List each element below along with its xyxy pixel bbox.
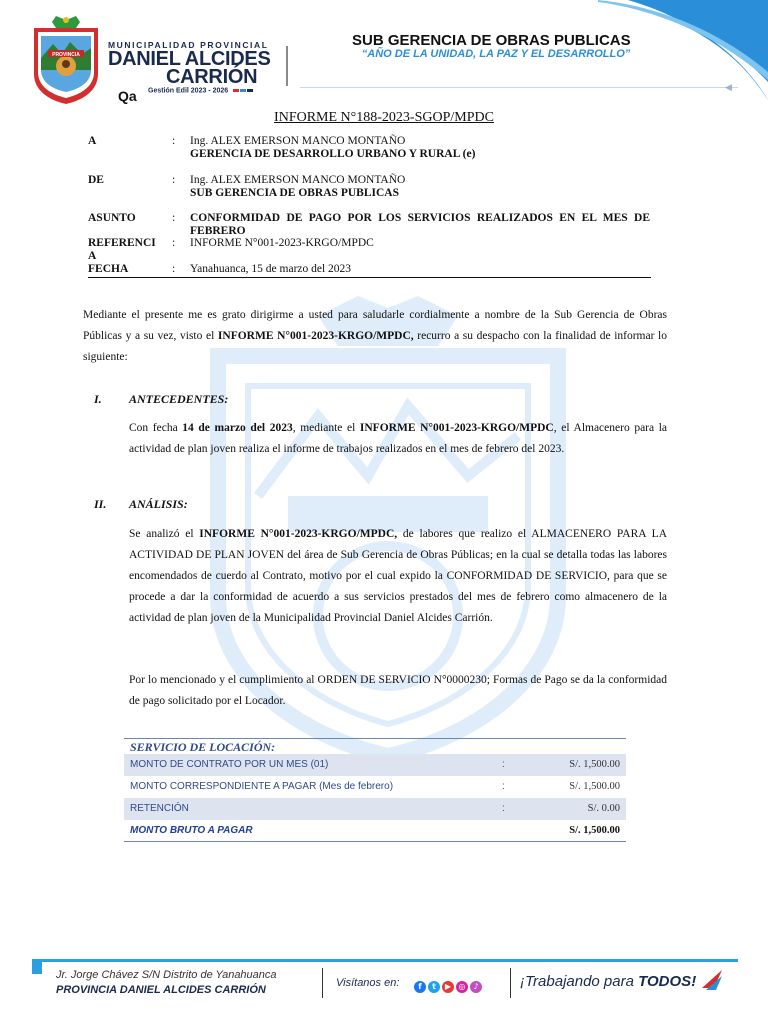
field-a-label: A <box>88 135 97 147</box>
section1-paragraph <box>129 418 667 460</box>
youtube-icon[interactable]: ▶ <box>442 981 454 993</box>
row-label: MONTO DE CONTRATO POR UN MES (01) <box>130 759 329 770</box>
slogan-emphasis: TODOS! <box>638 973 697 990</box>
footer-divider <box>322 968 323 998</box>
field-fecha-value: Yanahuanca, 15 de marzo del 2023 <box>190 263 352 275</box>
table-heading: SERVICIO DE LOCACIÓN: <box>130 740 276 754</box>
section1-date: 14 de marzo del 2023 <box>182 422 293 434</box>
section1-reference: INFORME N°001-2023-KRGO/MPDC <box>359 422 554 434</box>
field-referencia-label-b: A <box>88 250 97 262</box>
municipality-line3: CARRIÓN <box>166 66 258 88</box>
footer-bar-tab <box>32 962 42 974</box>
footer-slogan <box>520 973 696 990</box>
field-a-value <box>190 135 650 161</box>
row-colon: : <box>502 759 505 770</box>
section1-text-5: , el Almacenero para la actividad de plan joven realiza el informe de trabajos realizados en el mes de febrero del 2023. <box>129 422 668 455</box>
row-label: RETENCIÓN <box>130 803 189 814</box>
facebook-icon[interactable]: f <box>414 981 426 993</box>
section2-text-1: Se analizó el <box>129 528 200 540</box>
field-asunto-colon: : <box>172 212 176 224</box>
field-referencia-label <box>88 237 160 263</box>
section2-conclusion: Por lo mencionado y el cumplimiento al ORDEN DE SERVICIO N°0000230; Formas de Pago se da la conformidad de pago solicitado por el Locador. <box>129 674 667 707</box>
report-title: INFORME N°188-2023-SGOP/MPDC <box>274 110 494 125</box>
color-bars-decoration <box>233 87 254 94</box>
field-a-colon: : <box>172 135 176 147</box>
payment-table <box>124 738 626 842</box>
field-fecha-label: FECHA <box>88 263 129 275</box>
section1-number: I. <box>94 392 102 406</box>
header-divider <box>286 46 288 86</box>
field-fecha-colon: : <box>172 263 176 275</box>
municipal-shield-logo <box>28 14 104 106</box>
field-a-office: GERENCIA DE DESARROLLO URBANO Y RURAL (e) <box>190 148 476 160</box>
intro-paragraph <box>83 305 667 368</box>
field-de-label: DE <box>88 174 104 186</box>
field-referencia-value: INFORME N°001-2023-KRGO/MPDC <box>190 237 374 249</box>
field-referencia-label-a: REFERENCI <box>88 237 156 249</box>
table-heading-row <box>124 738 626 754</box>
table-total-row <box>124 820 626 842</box>
gestion-edil-text: Gestión Edil 2023 - 2026 <box>148 87 229 95</box>
tiktok-icon[interactable]: ♪ <box>470 981 482 993</box>
municipality-name-block <box>108 40 270 94</box>
field-de-value <box>190 174 650 200</box>
field-de-name: Ing. ALEX EMERSON MANCO MONTAÑO <box>190 174 406 186</box>
social-icons <box>414 976 484 994</box>
instagram-icon[interactable]: ◎ <box>456 981 468 993</box>
footer-address: Jr. Jorge Chávez S/N Distrito de Yanahuanca <box>56 969 277 981</box>
section1-heading: ANTECEDENTES: <box>129 392 229 406</box>
header-triangle-icon: ◀ <box>725 83 732 93</box>
total-value: S/. 1,500.00 <box>569 825 620 836</box>
field-asunto-label: ASUNTO <box>88 212 136 224</box>
row-label: MONTO CORRESPONDIENTE A PAGAR (Mes de febrero) <box>130 781 394 792</box>
office-title: SUB GERENCIA DE OBRAS PUBLICAS <box>352 32 631 49</box>
logo-banner-text: PROVINCIA <box>52 52 80 58</box>
intro-text-a: Mediante el presente me es grato dirigirme a usted para saludarle cordialmente a nombre de la Sub Gerencia de Obras Públicas y a su vez, visto el <box>83 309 667 342</box>
section1-text-1: Con fecha <box>129 422 183 434</box>
swoosh-icon <box>700 968 724 992</box>
footer-divider <box>510 968 511 998</box>
row-colon: : <box>502 781 505 792</box>
row-value: S/. 1,500.00 <box>569 781 620 792</box>
field-referencia-colon: : <box>172 237 176 249</box>
section2-text-3: de labores que realizo el ALMACENERO PARA LA ACTIVIDAD DE PLAN JOVEN del área de Sub Gerencia de Obras Públicas; en la cual se detalla todas las labores encomendados de cuerdo al Contrato, motivo por el cual expido la CONFORMIDAD DE SERVICIO, para que se procede a dar la conformidad de acuerdo a sus servicios prestados del mes de febrero como almacenero de la actividad de plan joven de la Municipalidad Provincial Daniel Alcides Carrión. <box>129 528 667 624</box>
field-de-colon: : <box>172 174 176 186</box>
footer-bar <box>32 959 738 962</box>
year-motto: “AÑO DE LA UNIDAD, LA PAZ Y EL DESARROLLO” <box>361 48 631 60</box>
qa-mark: Qa <box>118 88 137 104</box>
field-de-office: SUB GERENCIA DE OBRAS PUBLICAS <box>190 187 399 199</box>
total-label: MONTO BRUTO A PAGAR <box>130 825 253 836</box>
table-row <box>124 798 626 820</box>
header-rule <box>300 87 738 88</box>
section2-paragraph <box>129 524 667 629</box>
footer-province: PROVINCIA DANIEL ALCIDES CARRIÓN <box>56 984 266 996</box>
section1-text-3: , mediante el <box>292 422 360 434</box>
footer-visit-label: Visítanos en: <box>336 977 400 989</box>
field-asunto-value: CONFORMIDAD DE PAGO POR LOS SERVICIOS REALIZADOS EN EL MES DE FEBRERO <box>190 212 650 237</box>
intro-text-c: recurro a su despacho con la finalidad de informar lo siguiente: <box>83 330 667 363</box>
section2-reference: INFORME N°001-2023-KRGO/MPDC, <box>199 528 398 540</box>
row-value: S/. 1,500.00 <box>569 759 620 770</box>
row-colon: : <box>502 803 505 814</box>
municipality-line1: MUNICIPALIDAD PROVINCIAL <box>108 40 269 50</box>
header-bottom-rule <box>88 277 651 278</box>
table-row <box>124 754 626 776</box>
twitter-icon[interactable]: t <box>428 981 440 993</box>
municipality-line2: DANIEL ALCIDES <box>108 48 271 70</box>
intro-reference: INFORME N°001-2023-KRGO/MPDC, <box>217 330 414 342</box>
field-a-name: Ing. ALEX EMERSON MANCO MONTAÑO <box>190 135 406 147</box>
section2-number: II. <box>94 497 107 511</box>
row-value: S/. 0.00 <box>587 803 620 814</box>
section2-heading: ANÁLISIS: <box>129 497 188 511</box>
slogan-text: ¡Trabajando para <box>520 973 639 990</box>
table-row <box>124 776 626 798</box>
